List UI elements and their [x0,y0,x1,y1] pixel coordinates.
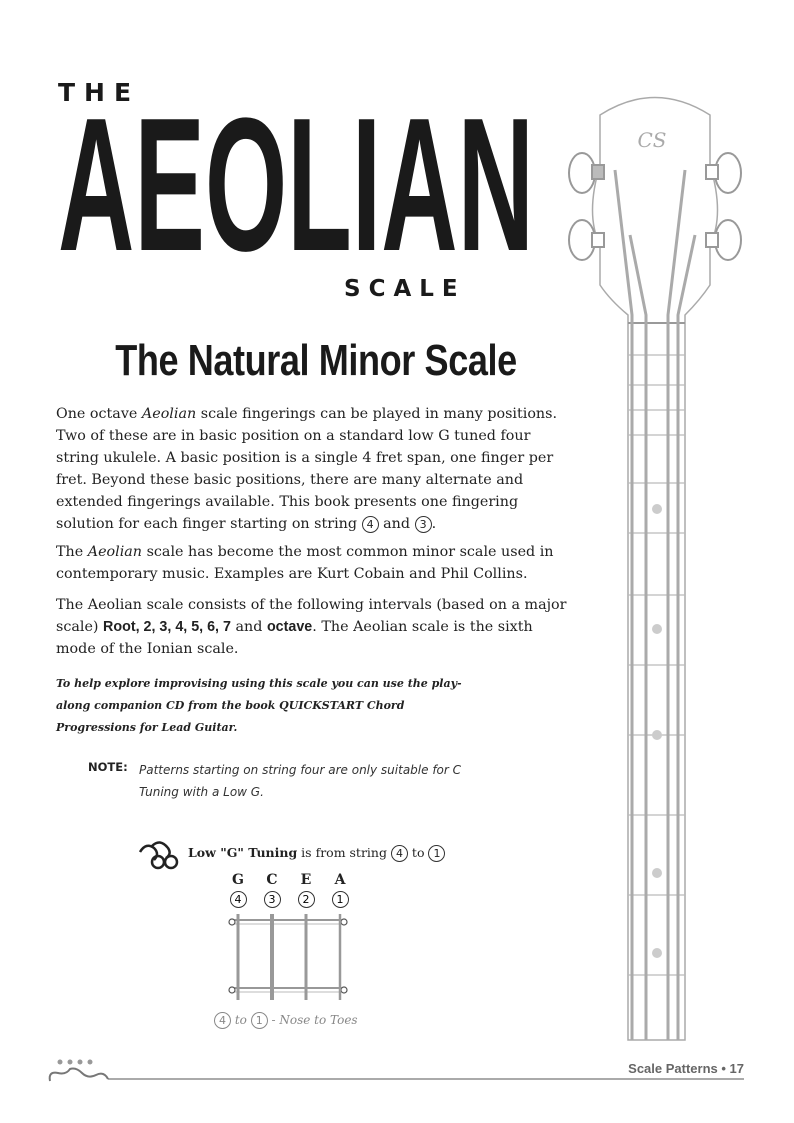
string-number-3: 3 [262,890,282,908]
note-text: Patterns starting on string four are only suitable for C Tuning with a Low G. [139,763,462,799]
string-3-badge: 3 [415,516,432,533]
string-letter-c: C [266,872,278,888]
string-letter-e: E [300,872,312,888]
page-subtitle: The Natural Minor Scale [115,336,517,385]
ukulele-neck-illustration [560,85,750,1045]
title-aeolian-text: AEOLIAN [58,92,534,257]
page-footer: Scale Patterns • 17 [628,1061,744,1076]
string-4-badge: 4 [362,516,379,533]
tuning-string-diagram [226,912,350,1002]
title-scale: SCALE [344,276,466,302]
string-letter-g: G [232,872,244,888]
intervals-paragraph: The Aeolian scale consists of the following intervals (based on a major scale) Root, 2, 3, 4, 5, 6, 7 and octave. The Aeolian scale is the sixth mode of the Ionian scale. [56,597,567,657]
string-letter-a: A [334,872,346,888]
string-number-2: 2 [296,890,316,908]
title-the: THE [58,78,141,107]
string-number-1: 1 [330,890,350,908]
companion-cd-note: To help explore improvising using this scale you can use the play-along companion CD from the book QUICKSTART Chord Progressions for Lead Guitar. [56,677,462,734]
headstock-logo: CS [637,128,667,152]
usage-paragraph: The Aeolian scale has become the most common minor scale used in contemporary music. Examples are Kurt Cobain and Phil Collins. [56,544,554,582]
string-number-4: 4 [228,890,248,908]
title-aeolian [56,92,536,257]
string-4-badge: 4 [391,845,408,862]
string-1-badge: 1 [428,845,445,862]
note-label: NOTE: [88,760,128,774]
intro-paragraph: One octave Aeolian scale fingerings can be played in many positions. Two of these are in basic position on a standard low G tuned four string ukulele. A basic position is a single 4 fret span, one finger per fret. Beyond these basic positions, there are many alternate and extended fingerings available. This book presents one fingering solution for each finger starting on string 4 and 3 . [56,406,558,532]
nose-to-toes-caption: 4 to 1 - Nose to Toes [214,1012,358,1029]
tuning-peg-icon [138,840,182,870]
tuning-description: Low "G" Tuning is from string 4 to 1 [188,845,445,862]
